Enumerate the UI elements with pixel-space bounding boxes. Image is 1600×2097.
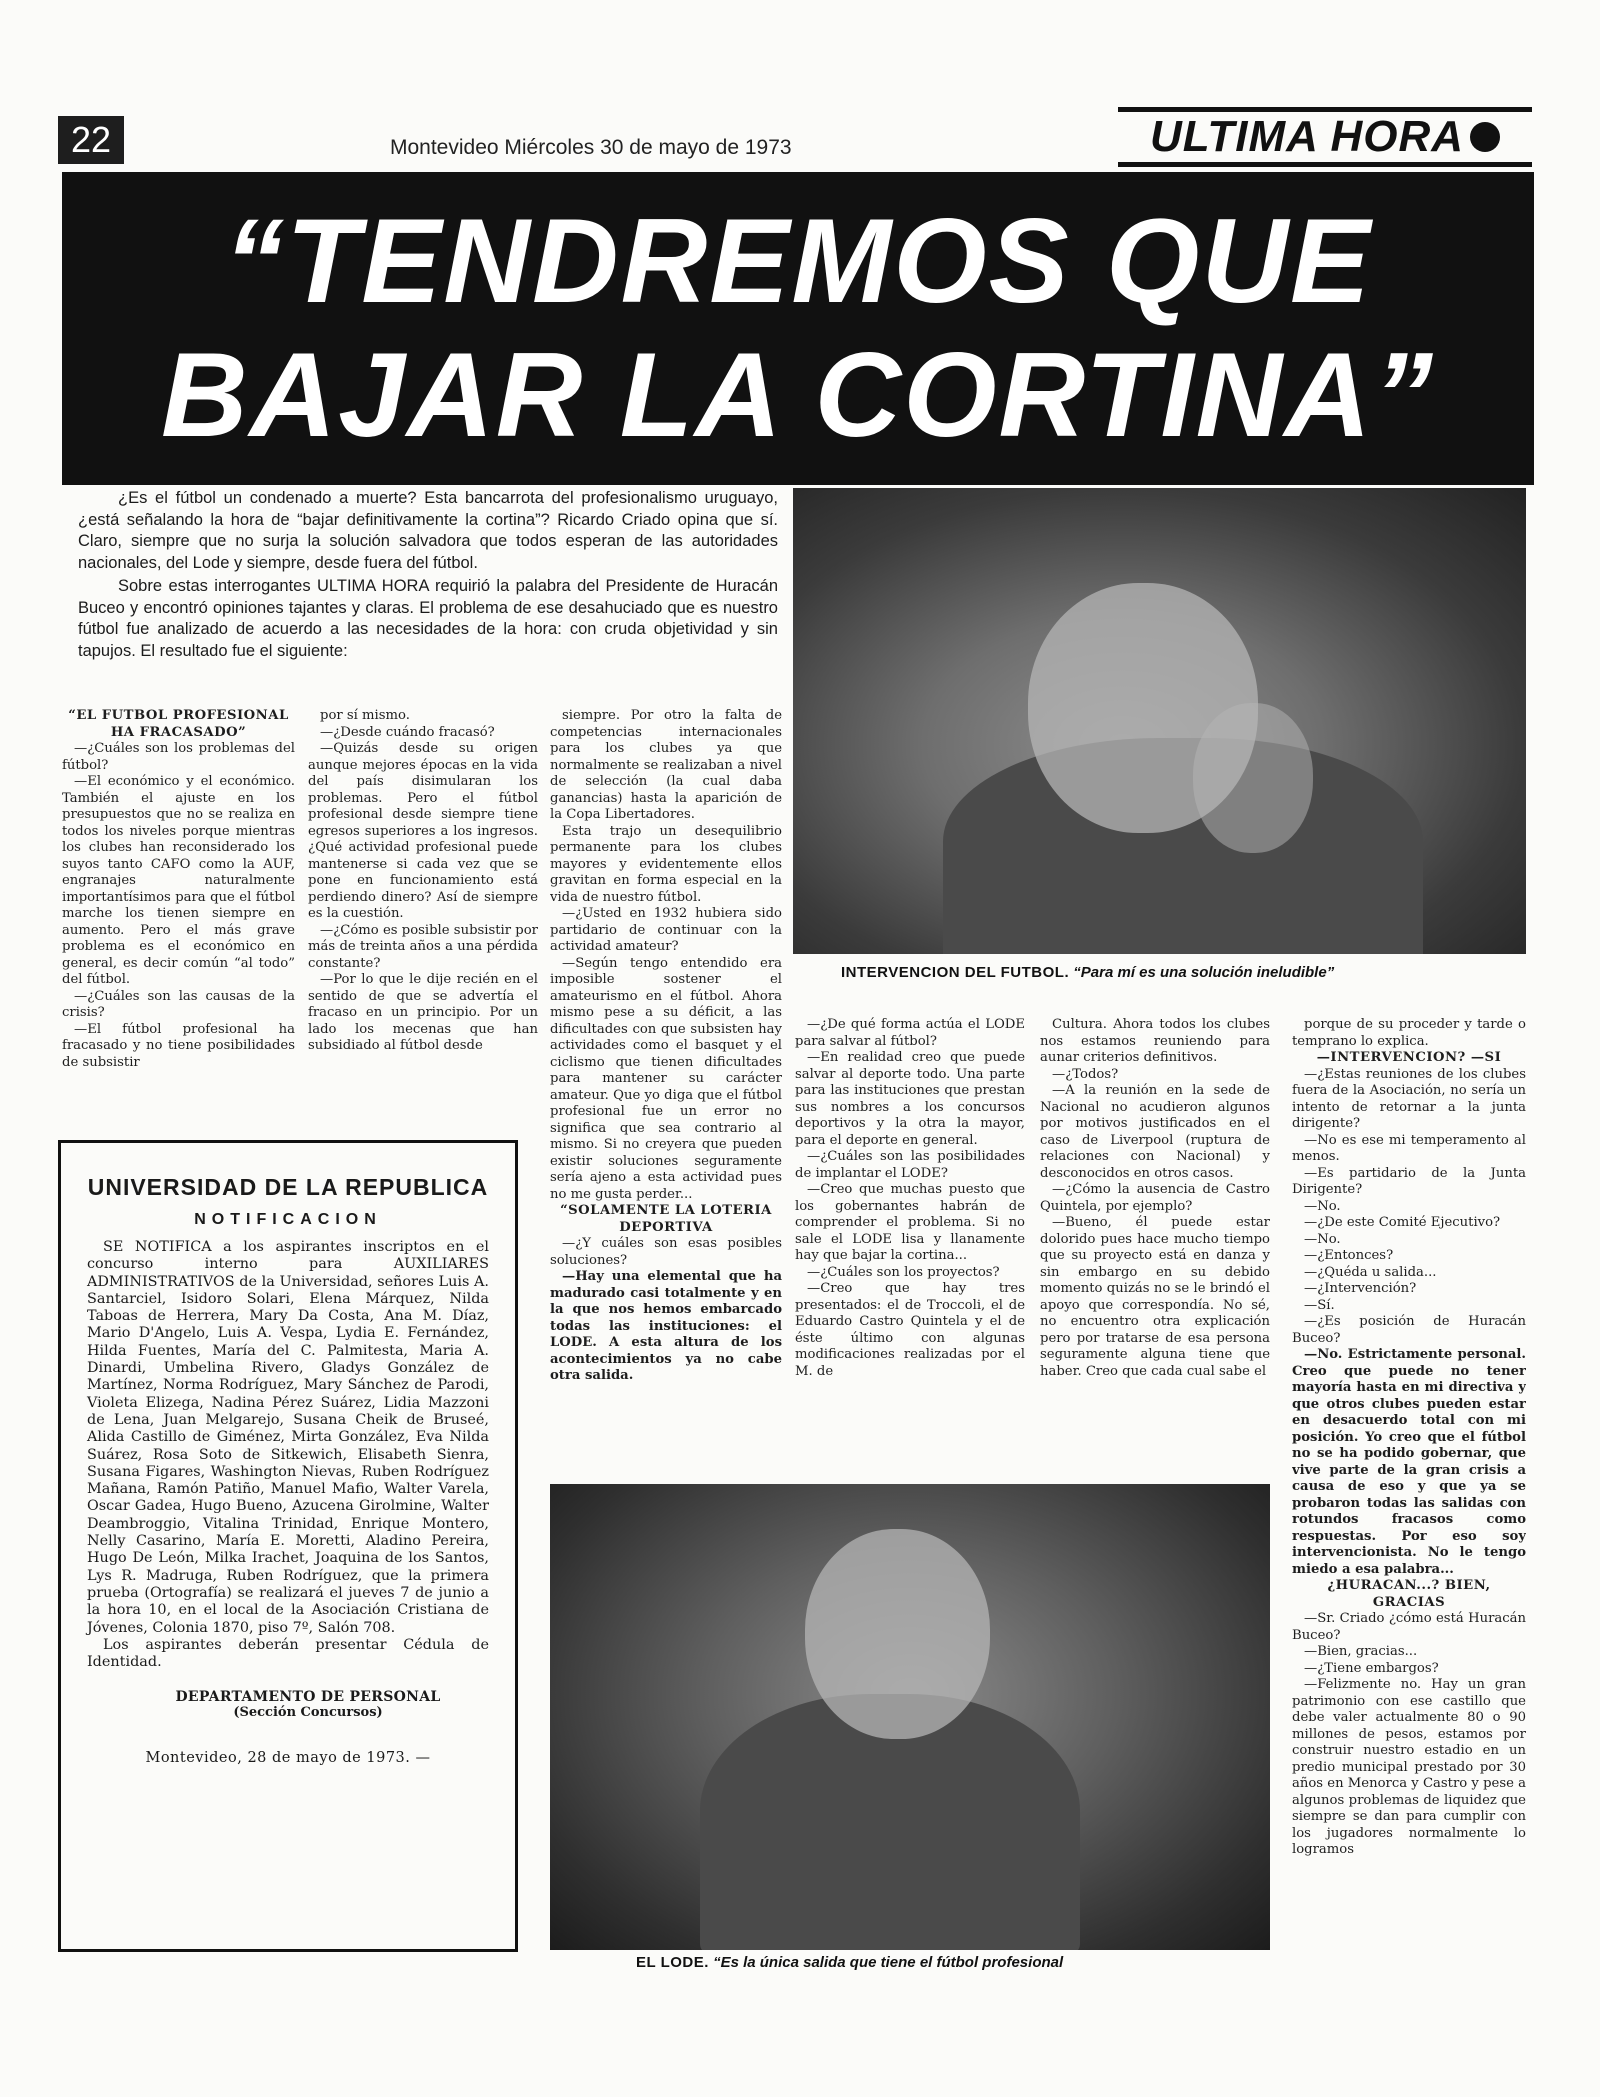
photo1-caption-quote: “Para mí es una solución ineludible” <box>1073 964 1335 981</box>
photo-figure-hand <box>1193 703 1313 853</box>
article-paragraph: —¿Intervención? <box>1304 1281 1417 1296</box>
notice-department: DEPARTAMENTO DE PERSONAL <box>175 1689 441 1706</box>
intro-paragraph: Sobre estas interrogantes ULTIMA HORA requirió la palabra del Presidente de Huracán Buceo y encontró opiniones tajantes y claras. El problema de ese desahuciado que es nuestro fútbol fue analizado de acuerdo a las necesidades de la hora: con cruda objetividad y sin tapujos. El resultado fue el siguiente: <box>78 577 778 660</box>
article-paragraph: —Felizmente no. Hay un gran patrimonio con ese castillo que debe valer actualmente 80 o 90 millones de pesos, estamos por construir nuestro estadio en un predio municipal prestado por 30 años en Menorca y Castro y pese a algunos problemas de liquidez que siempre se dan para cumplir con los jugadores normalmente lo logramos <box>1292 1677 1526 1857</box>
article-paragraph: —¿Cuáles son las causas de la crisis? <box>62 988 295 1020</box>
article-paragraph: —Hay una elemental que ha madurado casi totalmente y en la que nos hemos embarcado todas las instituciones: el LODE. A esta altura de los acontecimientos ya no cabe otra salida. <box>550 1269 782 1383</box>
article-paragraph: —¿Cuáles son los proyectos? <box>807 1264 1000 1280</box>
article-paragraph: —El fútbol profesional ha fracasado y no tiene posibilidades de subsistir <box>62 1021 295 1070</box>
photo2-caption <box>636 1954 1063 1971</box>
page-number: 22 <box>58 116 124 164</box>
article-paragraph: siempre. Por otro la falta de competencias internacionales para los clubes ya que normalmente se realizaban a nivel de selección (la cual daba ganancias) hasta la aparición de la Copa Libertadores. <box>550 708 782 822</box>
article-paragraph: —El económico y el económico. También el ajuste en los presupuestos que no se realiza en todos los niveles porque mientras los clubes han reconsiderado los suyos tanto CAFO como la AUF, engranajes naturalmente importantísimos para que el fútbol marche los tienen siempre en aumento. Pero el más grave problema es el económico en general, es decir común “al todo” del fútbol. <box>62 774 295 987</box>
article-paragraph: Cultura. Ahora todos los clubes nos estamos reuniendo para aunar criterios definitivos. <box>1040 1017 1270 1065</box>
article-paragraph: —¿Estas reuniones de los clubes fuera de la Asociación, no sería un intento de retornar a la junta dirigente? <box>1292 1066 1526 1131</box>
article-paragraph: —Es partidario de la Junta Dirigente? <box>1292 1165 1526 1197</box>
photo2-caption-quote: “Es la única salida que tiene el fútbol profesional <box>713 1954 1064 1971</box>
notice-section: (Sección Concursos) <box>233 1705 383 1721</box>
article-paragraph: —¿De qué forma actúa el LODE para salvar al fútbol? <box>795 1017 1025 1049</box>
article-paragraph: —¿Todos? <box>1052 1066 1119 1082</box>
article-paragraph: —En realidad creo que puede salvar al deporte todo. Una parte para las instituciones que prestan sus nombres a los concursos deportivos y la otra la mayor, para el deporte en general. <box>795 1050 1025 1148</box>
article-paragraph: —No. Estrictamente personal. Creo que puede no tener mayoría hasta en mi directiva y que otros clubes pueden estar en desacuerdo total con mi posición. Yo creo que el fútbol no se ha podido gobernar, que vive parte de la gran crisis a causa de eso y que ya se probaron todas las salidas con rotundos fracasos como respuestas. Por eso soy intervencionista. No le tengo miedo a esa palabra... <box>1292 1347 1526 1577</box>
article-subheading: ¿HURACAN...? BIEN, GRACIAS <box>1327 1578 1491 1610</box>
article-paragraph: Esta trajo un desequilibrio permanente para los clubes mayores y evidentemente ellos gravitan en forma especial en la vida de nuestro fútbol. <box>550 823 782 905</box>
article-paragraph: porque de su proceder y tarde o temprano lo explica. <box>1292 1017 1526 1049</box>
article-paragraph: —¿Entonces? <box>1304 1248 1394 1263</box>
article-paragraph: —¿Y cuáles son esas posibles soluciones? <box>550 1236 782 1268</box>
photo1-caption <box>841 964 1334 981</box>
article-column-3 <box>550 708 782 1474</box>
newspaper-logo <box>1118 107 1532 167</box>
article-paragraph: —¿Desde cuándo fracasó? <box>320 724 495 740</box>
article-paragraph: —¿Cuáles son las posibilidades de implantar el LODE? <box>795 1149 1025 1181</box>
photo1-caption-title: INTERVENCION DEL FUTBOL. <box>841 964 1070 981</box>
notice-signature: Montevideo, 28 de mayo de 1973. — <box>145 1750 431 1767</box>
article-subheading: —INTERVENCION? —SI <box>1316 1050 1502 1065</box>
notice-body-identity: Los aspirantes deberán presentar Cédula de Identidad. <box>87 1636 489 1671</box>
article-paragraph: —Por lo que le dije recién en el sentido de que se advertía el fracaso en un principio. Por un lado los mecenas que han subsidiado al fútbol desde <box>308 972 538 1053</box>
article-paragraph: —Según tengo entendido era imposible sostener el amateurismo en el fútbol. Ahora mismo pese a su déficit, a las dificultades con que subsisten hay actividades como el basquet y el ciclismo que tienen dificultades para mantener su carácter amateur. Que yo diga que el fútbol profesional fue un error no significa que sea contrario al mismo. Si no creyera que pueden existir soluciones seguramente sería ajeno a esta actividad pues no me gusta perder... <box>550 955 782 1202</box>
article-paragraph: —¿De este Comité Ejecutivo? <box>1304 1215 1501 1230</box>
article-column-1 <box>62 708 295 1128</box>
article-paragraph: —Bueno, él puede estar dolorido pues hace mucho tiempo que su proyecto está en danza y sin embargo en su debido momento quizás no se le brindó el apoyo que correspondía. No sé, no encuentro otra explicación pero por tratarse de esa persona seguramente alguna tiene que haber. Creo que cada cual sabe el <box>1040 1215 1270 1379</box>
article-paragraph: —Sr. Criado ¿cómo está Huracán Buceo? <box>1292 1611 1526 1643</box>
article-paragraph: —Creo que hay tres presentados: el de Troccoli, el de Eduardo Castro Quintela y el de éste último con algunas modificaciones realizadas por el M. de <box>795 1281 1025 1379</box>
article-column-6 <box>1292 1017 1526 2017</box>
article-paragraph: —No. <box>1304 1231 1341 1247</box>
photo2-caption-title: EL LODE. <box>636 1954 709 1971</box>
photo-figure-head <box>805 1529 990 1739</box>
notice-subtitle: NOTIFICACION <box>194 1211 382 1228</box>
notice-title: UNIVERSIDAD DE LA REPUBLICA <box>87 1174 489 1200</box>
article-paragraph: —¿Usted en 1932 hubiera sido partidario de continuar con la actividad amateur? <box>550 906 782 954</box>
article-subheading: “SOLAMENTE LA LOTERIA DEPORTIVA <box>560 1203 772 1235</box>
article-paragraph: —Quizás desde su origen aunque mejores épocas en la vida del país disimularan los problemas. Pero el fútbol profesional desde siempre tiene egresos superiores a los ingresos. ¿Qué actividad profesional puede mantenerse si cada vez que se pone en funcionamiento está perdiendo dinero? Así de siempre es la cuestión. <box>308 741 538 921</box>
dateline: Montevideo Miércoles 30 de mayo de 1973 <box>390 136 792 159</box>
article-paragraph: —¿Tiene embargos? <box>1304 1660 1439 1676</box>
article-paragraph: —No es ese mi temperamento al menos. <box>1292 1132 1526 1164</box>
article-column-2 <box>308 708 538 1128</box>
article-paragraph: —Bien, gracias... <box>1304 1644 1418 1659</box>
headline: “TENDREMOS QUE BAJAR LA CORTINA” <box>160 194 1436 462</box>
article-paragraph: —¿Cómo es posible subsistir por más de treinta años a una pérdida constante? <box>308 922 538 971</box>
article-paragraph: —¿Es posición de Huracán Buceo? <box>1292 1314 1526 1346</box>
intro-paragraph: ¿Es el fútbol un condenado a muerte? Esta bancarrota del profesionalismo uruguayo, ¿está señalando la hora de “bajar definitivamente la cortina”? Ricardo Criado opina que sí. Claro, siempre que no surja la solución salvadora que todos esperan de las autoridades nacionales, del Lode y siempre, desde fuera del fútbol. <box>78 489 778 572</box>
article-paragraph: —No. <box>1304 1198 1341 1214</box>
article-paragraph: por sí mismo. <box>320 708 410 723</box>
article-paragraph: —A la reunión en la sede de Nacional no acudieron algunos por motivos justificados en el caso de Liverpool (ruptura de relaciones con Nacional) y desconocidos en otros casos. <box>1040 1083 1270 1181</box>
article-paragraph: —Creo que muchas puesto que los gobernantes habrán de comprender el problema. Si no sale el LODE lisa y llanamente hay que bajar la cortina... <box>795 1182 1025 1263</box>
notice-body: SE NOTIFICA a los aspirantes inscriptos en el concurso interno para AUXILIARES ADMINISTRATIVOS de la Universidad, señores Luis A. Santarciel, Isidoro Solari, Elena Márquez, Nilda Taboas de Herrera, Mary Da Costa, Ana M. Díaz, Mario D'Angelo, Luis A. Vespa, Lydia E. Fernández, Hilda Fuentes, María del C. Palmitesta, Maria A. Dinardi, Umbelina Rivero, Gladys González de Martínez, Norma Rodríguez, Mary Sánchez de Parodi, Violeta Elizega, Nadina Pérez Suárez, Lidia Mazzoni de Lena, Juan Melgarejo, Susana Cheik de Bruseé, Alida Castillo de Giménez, Mirta González, Eva Nilda Suárez, Rosa Soto de Sitkewich, Elisabeth Sienra, Susana Figares, Washington Nievas, Ruben Rodríguez Mañana, Ramón Patiño, Manuel Mafio, Walter Varela, Oscar Gadea, Hugo Bueno, Azucena Girolmine, Walter Deambroggio, Vitalina Trinidad, Enrique Montero, Nelly Casarino, María E. Moretti, Aladino Pereira, Hugo De León, Milka Irachet, Joaquina de los Santos, Lys R. Madruga, Ruben Rodríguez, que la primera prueba (Ortografía) se realizará el jueves 7 de junio a la hora 10, en el local de la Asociación Cristiana de Jóvenes, Colonia 1870, piso 7º, Salón 708. <box>87 1239 489 1636</box>
photo-criado-seated <box>550 1484 1270 1950</box>
article-paragraph: —¿Quéda u salida... <box>1304 1264 1437 1280</box>
article-paragraph: —¿Cuáles son los problemas del fútbol? <box>62 741 295 773</box>
photo-criado-portrait <box>793 488 1526 954</box>
headline-banner <box>62 172 1534 485</box>
intro <box>78 488 778 664</box>
article-column-5 <box>1040 1017 1270 1474</box>
article-subheading: “EL FUTBOL PROFESIONAL HA FRACASADO” <box>68 708 289 740</box>
university-notice <box>58 1140 518 1952</box>
logo-text: ULTIMA HORA <box>1149 112 1465 161</box>
article-paragraph: —¿Cómo la ausencia de Castro Quintela, por ejemplo? <box>1040 1182 1270 1214</box>
horse-rider-icon <box>1470 122 1500 152</box>
article-column-4 <box>795 1017 1025 1474</box>
article-paragraph: —Sí. <box>1304 1297 1335 1313</box>
